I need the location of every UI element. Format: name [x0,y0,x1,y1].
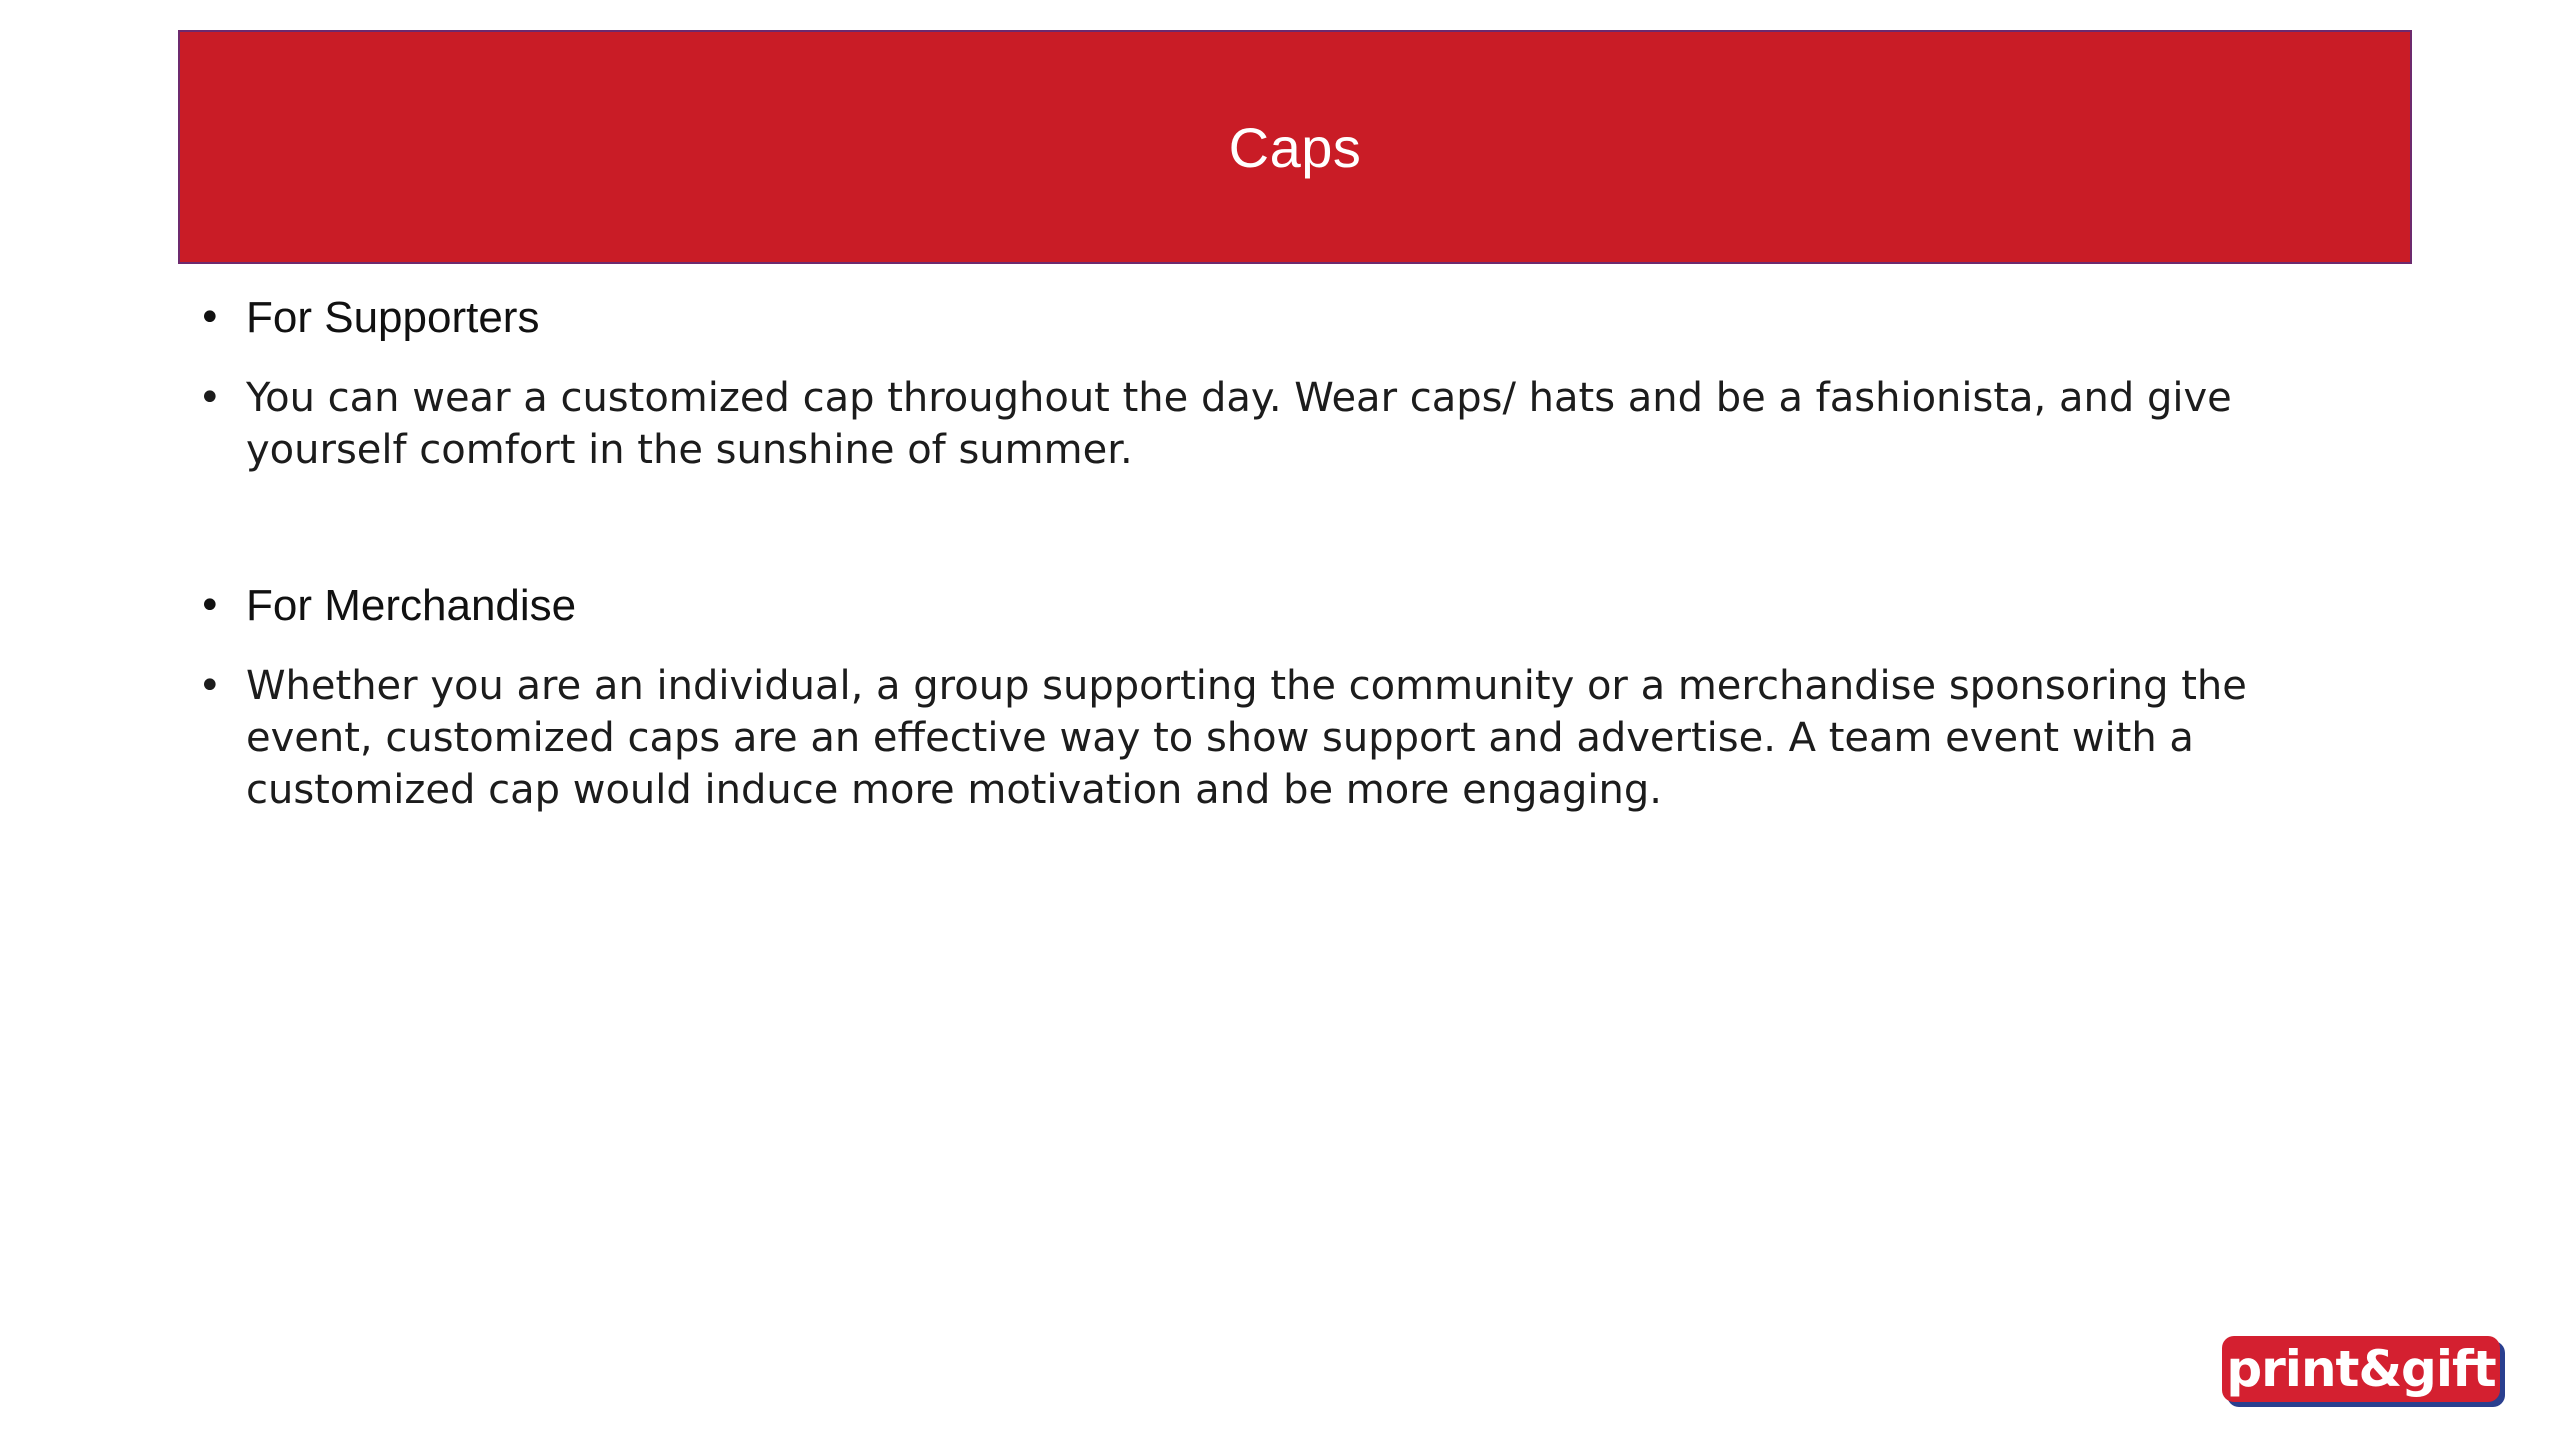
bullet-glyph: • [198,295,222,341]
bullet-text: For Merchandise [246,581,577,630]
bullet-glyph: • [198,663,222,709]
slide-title: Caps [1228,115,1362,179]
bullet-text: For Supporters [246,293,540,342]
bullet-glyph: • [198,583,222,629]
bullet-item-merchandise-description [190,660,2380,816]
bullet-item-for-supporters [190,292,2380,344]
bullet-text: Whether you are an individual, a group supporting the community or a merchandise sponsoring the event, customized caps are an effective way to show support and advertise. A team event with a customized cap would induce more motivation and be more engaging. [246,663,2247,813]
bullet-glyph: • [198,375,222,421]
bullet-item-for-merchandise [190,580,2380,632]
bullet-text: You can wear a customized cap throughout the day. Wear caps/ hats and be a fashionista, and give yourself comfort in the sunshine of summer. [246,375,2232,473]
bullet-list [190,292,2380,816]
title-banner [178,30,2412,264]
bullet-item-supporters-description [190,372,2380,476]
print-and-gift-logo [2222,1336,2500,1402]
logo-text: print&gift [2226,1340,2496,1398]
